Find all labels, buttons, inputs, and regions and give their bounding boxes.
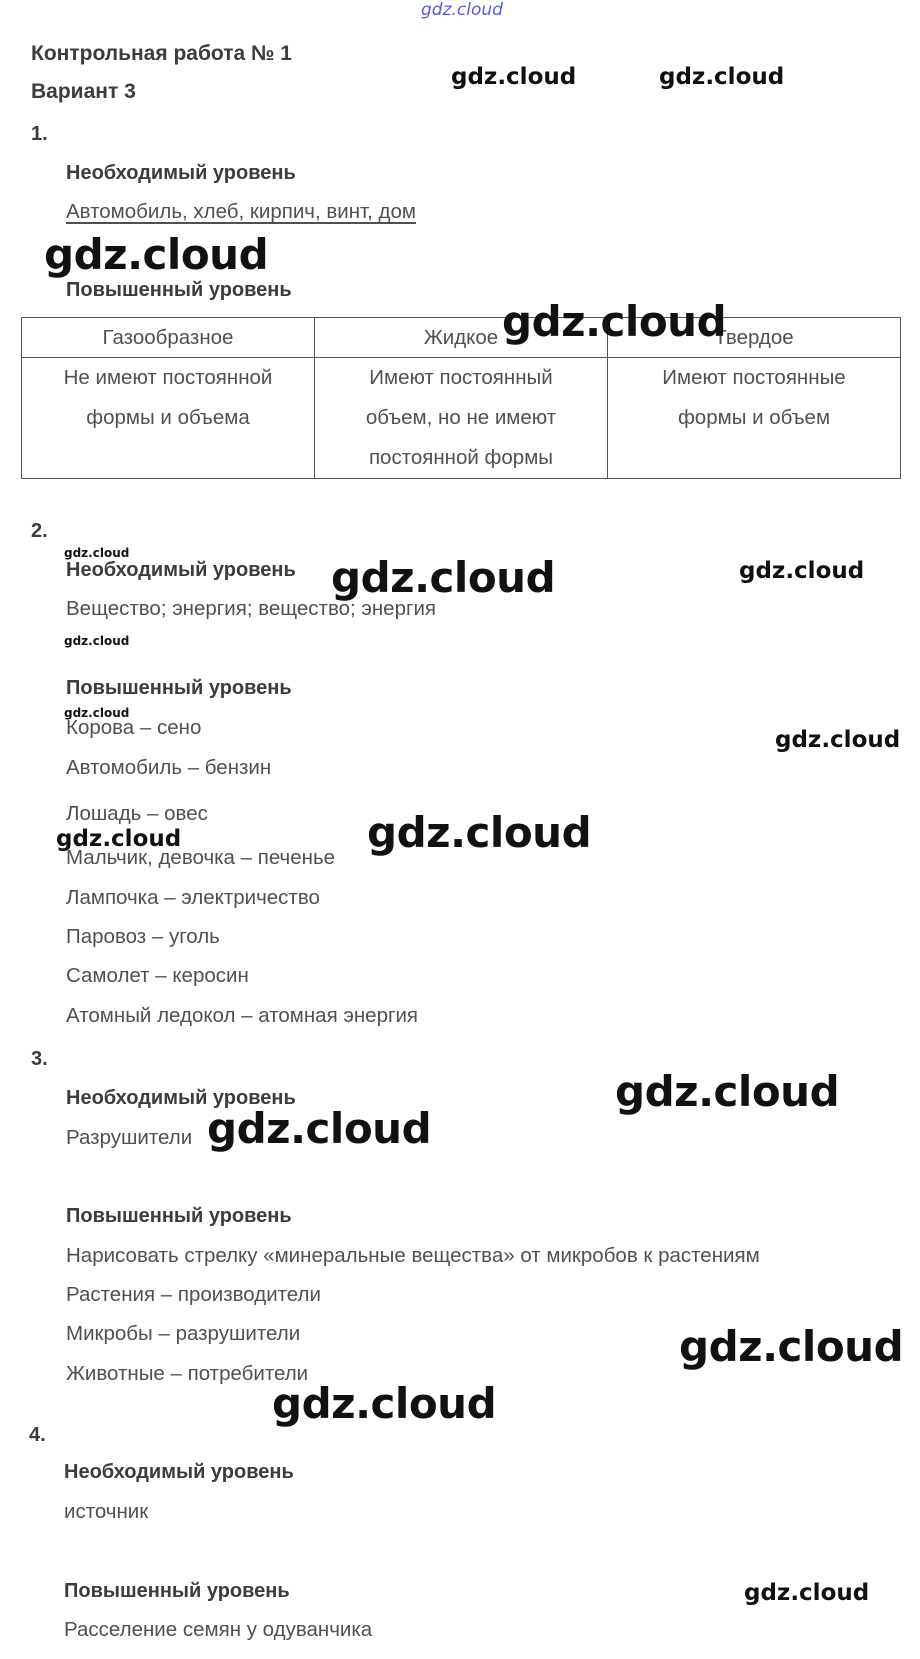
table-cell-line: Не имеют постоянной bbox=[63, 366, 273, 389]
watermark: gdz.cloud bbox=[739, 558, 865, 584]
table-cell-line: Имеют постоянный bbox=[369, 366, 553, 389]
watermark: gdz.cloud bbox=[64, 634, 130, 648]
table-header-liquid: Жидкое bbox=[315, 318, 608, 358]
list-item: Микробы – разрушители bbox=[66, 1322, 301, 1345]
table-cell-line: формы и объем bbox=[677, 406, 831, 429]
table-cell-line: объем, но не имеют bbox=[365, 406, 557, 429]
watermark: gdz.cloud bbox=[421, 0, 503, 20]
watermark: gdz.cloud bbox=[615, 1067, 840, 1116]
task-2-basic-label: Необходимый уровень bbox=[66, 559, 296, 581]
list-item: Расселение семян у одуванчика bbox=[64, 1618, 373, 1641]
task-3-basic-label: Необходимый уровень bbox=[66, 1087, 296, 1109]
watermark: gdz.cloud bbox=[56, 826, 182, 852]
variant-label: Вариант 3 bbox=[31, 80, 136, 103]
list-item: Автомобиль – бензин bbox=[66, 756, 272, 779]
watermark: gdz.cloud bbox=[207, 1104, 432, 1153]
watermark: gdz.cloud bbox=[659, 64, 785, 90]
task-4-basic-answer: источник bbox=[64, 1500, 149, 1523]
list-item: Лошадь – овес bbox=[66, 802, 208, 825]
list-item: Лампочка – электричество bbox=[66, 886, 320, 909]
page-title: Контрольная работа № 1 bbox=[31, 42, 292, 65]
task-3-number: 3. bbox=[31, 1048, 48, 1070]
watermark: gdz.cloud bbox=[367, 808, 592, 857]
task-4-number: 4. bbox=[29, 1424, 46, 1446]
task-1-advanced-label: Повышенный уровень bbox=[66, 279, 292, 301]
watermark: gdz.cloud bbox=[502, 297, 727, 346]
task-4-basic-label: Необходимый уровень bbox=[64, 1461, 294, 1483]
task-2-advanced-label: Повышенный уровень bbox=[66, 677, 292, 699]
list-item: Растения – производители bbox=[66, 1283, 321, 1306]
task-1-basic-answer: Автомобиль, хлеб, кирпич, винт, дом bbox=[66, 200, 416, 223]
table-cell-line: формы и объема bbox=[86, 406, 250, 429]
table-cell-solid bbox=[608, 358, 901, 479]
list-item: Нарисовать стрелку «минеральные вещества» от микробов к растениям bbox=[66, 1244, 760, 1267]
states-of-matter-table bbox=[21, 317, 901, 479]
list-item: Животные – потребители bbox=[66, 1362, 309, 1385]
watermark: gdz.cloud bbox=[331, 553, 556, 602]
table-cell-line: Имеют постоянные bbox=[662, 366, 846, 389]
watermark: gdz.cloud bbox=[64, 706, 130, 720]
list-item: Атомный ледокол – атомная энергия bbox=[66, 1004, 418, 1027]
table-header-gas: Газообразное bbox=[22, 318, 315, 358]
watermark: gdz.cloud bbox=[44, 230, 269, 279]
task-1-number: 1. bbox=[31, 123, 48, 145]
task-3-advanced-label: Повышенный уровень bbox=[66, 1205, 292, 1227]
table-header-solid: Твердое bbox=[608, 318, 901, 358]
task-3-basic-answer: Разрушители bbox=[66, 1126, 193, 1149]
watermark: gdz.cloud bbox=[272, 1379, 497, 1428]
list-item: Корова – сено bbox=[66, 716, 202, 739]
list-item: Паровоз – уголь bbox=[66, 925, 220, 948]
table-cell-liquid bbox=[315, 358, 608, 479]
table-cell-gas bbox=[22, 358, 315, 479]
task-4-advanced-label: Повышенный уровень bbox=[64, 1580, 290, 1602]
list-item: Самолет – керосин bbox=[66, 964, 249, 987]
watermark: gdz.cloud bbox=[64, 546, 130, 560]
task-2-number: 2. bbox=[31, 520, 48, 542]
watermark: gdz.cloud bbox=[451, 64, 577, 90]
watermark: gdz.cloud bbox=[775, 727, 901, 753]
task-1-basic-label: Необходимый уровень bbox=[66, 162, 296, 184]
watermark: gdz.cloud bbox=[679, 1322, 904, 1371]
task-2-basic-answer: Вещество; энергия; вещество; энергия bbox=[66, 597, 437, 620]
table-cell-line: постоянной формы bbox=[368, 446, 554, 469]
watermark: gdz.cloud bbox=[744, 1580, 870, 1606]
list-item: Мальчик, девочка – печенье bbox=[66, 846, 336, 869]
